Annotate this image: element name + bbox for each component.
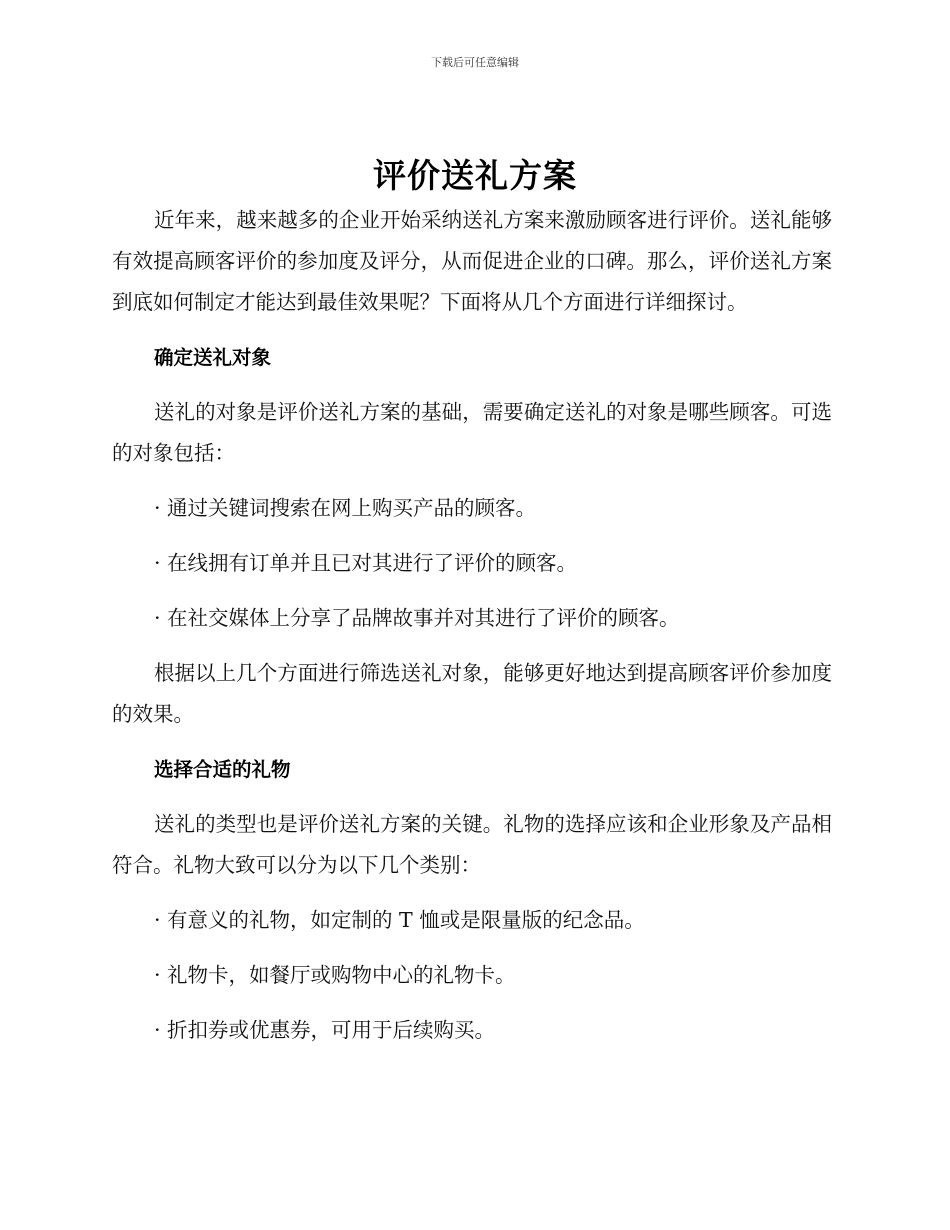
- document-body: [112, 200, 832, 1051]
- section-heading-gifts: 选择合适的礼物: [154, 758, 291, 781]
- list-item: · 折扣券或优惠券，可用于后续购买。: [154, 1018, 496, 1042]
- list-item: · 礼物卡，如餐厅或购物中心的礼物卡。: [154, 963, 516, 987]
- list-item: · 有意义的礼物，如定制的 T 恤或是限量版的纪念品。: [154, 908, 645, 932]
- intro-paragraph: 近年来，越来越多的企业开始采纳送礼方案来激励顾客进行评价。送礼能够有效提高顾客评价的参加度及评分，从而促进企业的口碑。那么，评价送礼方案到底如何制定才能达到最佳效果呢？下面将从几个方面进行详细探讨。: [112, 208, 832, 314]
- section1-paragraph: 送礼的对象是评价送礼方案的基础，需要确定送礼的对象是哪些顾客。可选的对象包括：: [112, 400, 832, 465]
- list-item: · 在线拥有订单并且已对其进行了评价的顾客。: [154, 551, 578, 575]
- document-title: 评价送礼方案: [373, 156, 577, 195]
- section1-closing-paragraph: 根据以上几个方面进行筛选送礼对象，能够更好地达到提高顾客评价参加度的效果。: [112, 661, 832, 726]
- section-heading-recipients: 确定送礼对象: [154, 346, 272, 369]
- list-item: · 在社交媒体上分享了品牌故事并对其进行了评价的顾客。: [154, 606, 680, 630]
- header-note: 下载后可任意编辑: [431, 56, 519, 69]
- list-item: · 通过关键词搜索在网上购买产品的顾客。: [154, 496, 537, 520]
- section2-paragraph: 送礼的类型也是评价送礼方案的关键。礼物的选择应该和企业形象及产品相符合。礼物大致可以分为以下几个类别：: [112, 812, 832, 877]
